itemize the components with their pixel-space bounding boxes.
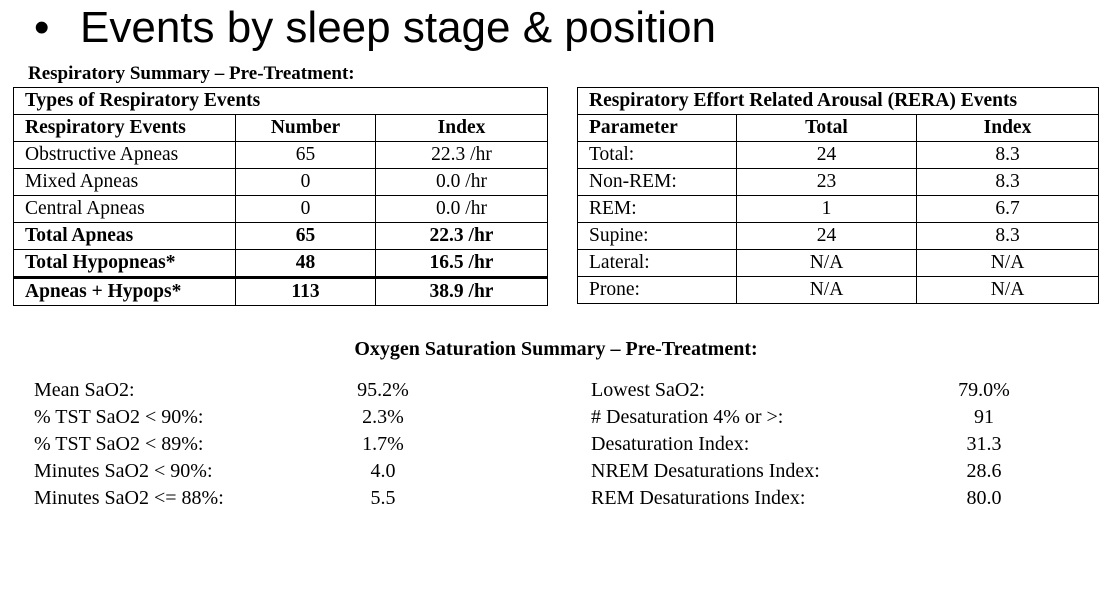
rera-events-table [577,87,1099,304]
row-index: 22.3 /hr [376,142,548,169]
stat-label: REM Desaturations Index: [591,487,806,509]
column-header-number: Number [236,115,376,142]
table-row [578,142,1099,169]
stat-label: % TST SaO2 < 89%: [34,433,204,455]
row-number: 65 [236,223,376,250]
slide-title-text: Events by sleep stage & position [80,3,716,52]
slide-title [34,2,716,54]
table-row [578,169,1099,196]
row-total: N/A [737,250,917,277]
row-parameter: Prone: [578,277,737,304]
row-index: 8.3 [917,142,1099,169]
stat-value: 2.3% [362,406,404,428]
table-row [578,250,1099,277]
row-index: 6.7 [917,196,1099,223]
stat-value: 1.7% [362,433,404,455]
stat-label: NREM Desaturations Index: [591,460,820,482]
row-number: 0 [236,196,376,223]
row-index: N/A [917,277,1099,304]
row-total: N/A [737,277,917,304]
oxygen-saturation-heading-text: Oxygen Saturation Summary – Pre-Treatment: [354,338,758,360]
row-index: N/A [917,250,1099,277]
row-index: 38.9 /hr [376,278,548,306]
stat-label: % TST SaO2 < 90%: [34,406,204,428]
row-index: 16.5 /hr [376,250,548,278]
row-parameter: Non-REM: [578,169,737,196]
row-number: 65 [236,142,376,169]
table-section-header: Types of Respiratory Events [14,88,548,115]
row-parameter: REM: [578,196,737,223]
stat-value: 95.2% [357,379,409,401]
stat-value: 5.5 [370,487,396,509]
stat-label: Desaturation Index: [591,433,750,455]
table-row [14,250,548,278]
row-index: 0.0 /hr [376,169,548,196]
table-row [14,223,548,250]
table-section-header: Respiratory Effort Related Arousal (RERA) Events [578,88,1099,115]
row-label: Total Hypopneas* [14,250,236,278]
row-total: 24 [737,142,917,169]
table-row [578,277,1099,304]
stat-value: 4.0 [370,460,396,482]
row-total: 24 [737,223,917,250]
stat-value: 31.3 [966,433,1002,455]
bullet-icon: • [34,3,50,52]
row-label: Obstructive Apneas [14,142,236,169]
table-row [14,169,548,196]
row-number: 48 [236,250,376,278]
row-number: 0 [236,169,376,196]
respiratory-summary-caption: Respiratory Summary – Pre-Treatment: [28,63,355,84]
column-header-total: Total [737,115,917,142]
stat-value: 28.6 [966,460,1002,482]
stat-value: 91 [974,406,994,428]
table-row [14,278,548,306]
stat-label: Minutes SaO2 <= 88%: [34,487,224,509]
stat-value: 79.0% [958,379,1010,401]
row-index: 8.3 [917,223,1099,250]
row-label: Central Apneas [14,196,236,223]
row-parameter: Supine: [578,223,737,250]
table-row [578,196,1099,223]
row-total: 23 [737,169,917,196]
stat-value: 80.0 [966,487,1002,509]
stat-label: Mean SaO2: [34,379,135,401]
table-row [14,142,548,169]
stat-label: # Desaturation 4% or >: [591,406,784,428]
respiratory-events-table [13,87,548,306]
column-header-index: Index [376,115,548,142]
table-row [14,196,548,223]
table-row [578,223,1099,250]
row-total: 1 [737,196,917,223]
oxygen-saturation-heading [0,338,1106,361]
row-index: 8.3 [917,169,1099,196]
column-header-index: Index [917,115,1099,142]
row-label: Apneas + Hypops* [14,278,236,306]
stat-label: Minutes SaO2 < 90%: [34,460,213,482]
stat-label: Lowest SaO2: [591,379,705,401]
row-parameter: Total: [578,142,737,169]
row-index: 0.0 /hr [376,196,548,223]
row-index: 22.3 /hr [376,223,548,250]
row-parameter: Lateral: [578,250,737,277]
row-number: 113 [236,278,376,306]
row-label: Mixed Apneas [14,169,236,196]
column-header-respiratory-events: Respiratory Events [14,115,236,142]
column-header-parameter: Parameter [578,115,737,142]
row-label: Total Apneas [14,223,236,250]
